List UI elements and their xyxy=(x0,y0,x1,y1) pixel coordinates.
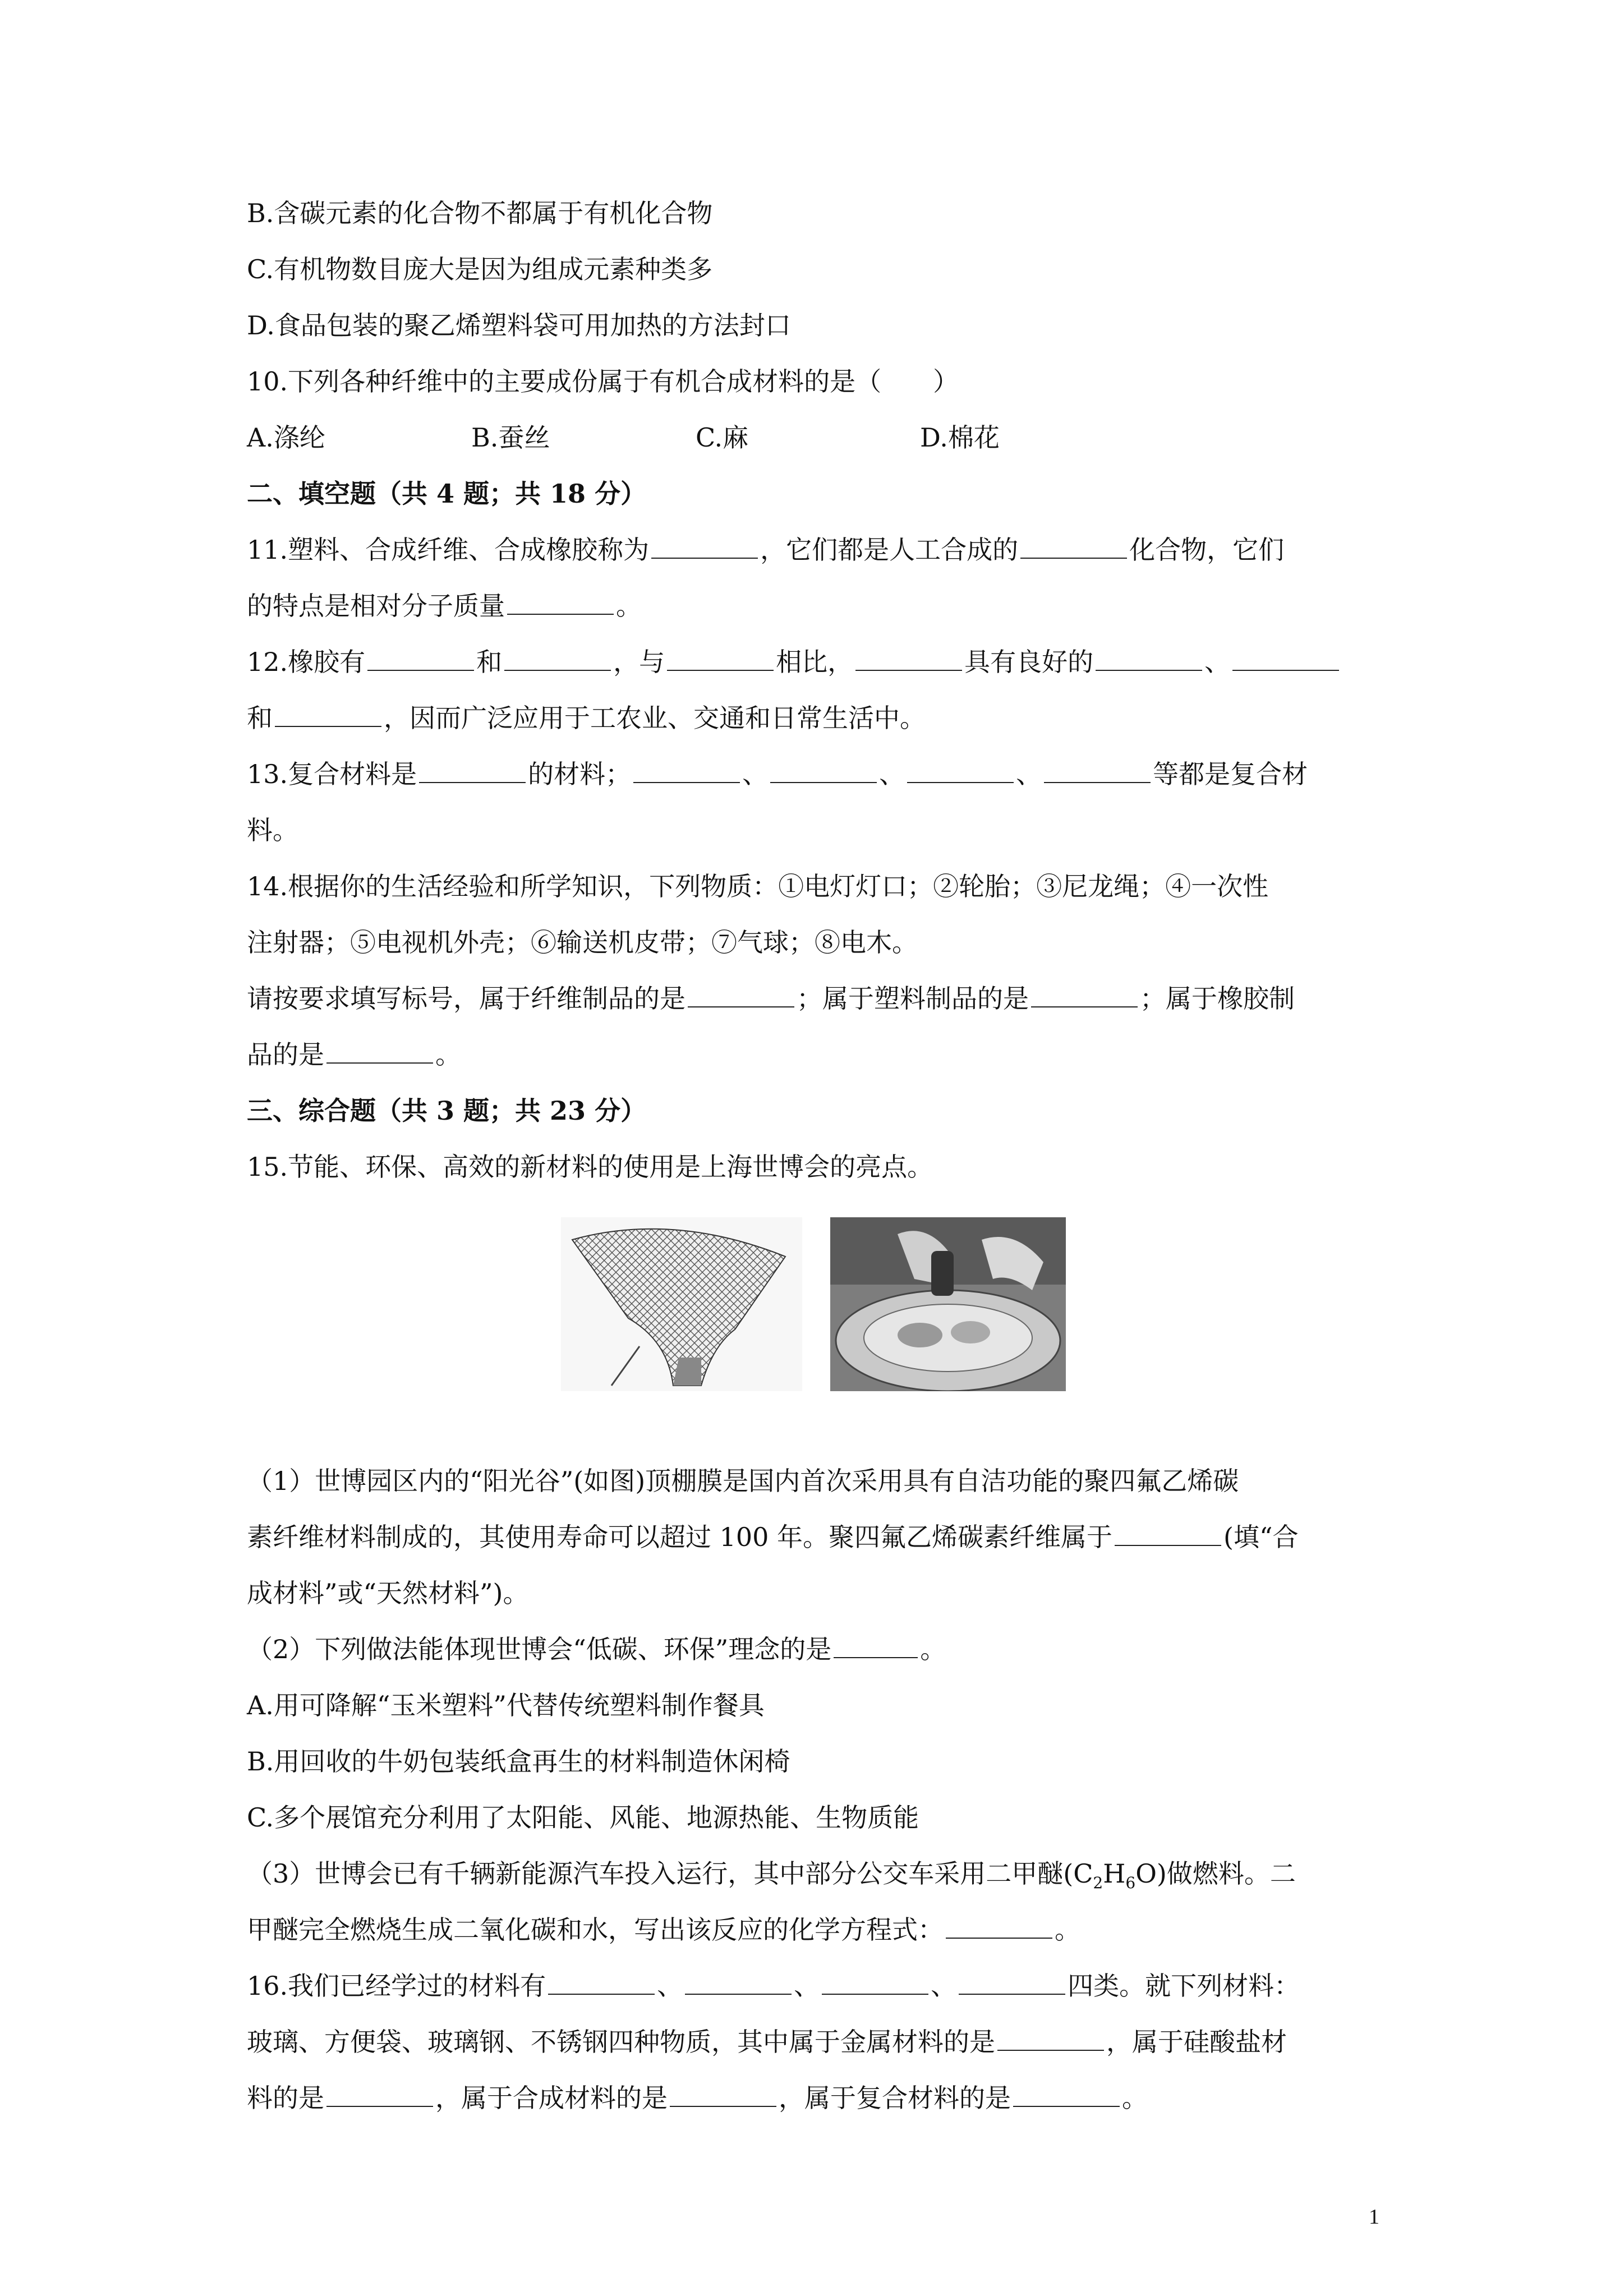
answer-blank[interactable] xyxy=(855,647,962,671)
section-2-title: 二、填空题（共 4 题；共 18 分） xyxy=(247,478,647,509)
q9-option-c: C.有机物数目庞大是因为组成元素种类多 xyxy=(247,254,713,284)
answer-blank[interactable] xyxy=(1115,1522,1221,1546)
answer-blank[interactable] xyxy=(651,535,758,559)
answer-blank[interactable] xyxy=(275,703,381,727)
q14-line-4: 品的是 。 xyxy=(247,1039,461,1070)
answer-blank[interactable] xyxy=(834,1635,918,1658)
q15-option-a: A.用可降解“玉米塑料”代替传统塑料制作餐具 xyxy=(247,1690,765,1720)
page-number: 1 xyxy=(1369,2205,1379,2229)
answer-blank[interactable] xyxy=(1044,760,1151,783)
answer-blank[interactable] xyxy=(1020,535,1127,559)
q10-options xyxy=(247,409,1391,466)
answer-blank[interactable] xyxy=(822,1971,928,1995)
q13-line-1: 13.复合材料是 的材料； 、 、 、 等都是复合材 xyxy=(247,759,1308,789)
answer-blank[interactable] xyxy=(504,647,611,671)
q14-line-2: 注射器；⑤电视机外壳；⑥输送机皮带；⑦气球；⑧电木。 xyxy=(247,927,918,958)
q13-line-2: 料。 xyxy=(247,815,298,845)
q9-option-d: D.食品包装的聚乙烯塑料袋可用加热的方法封口 xyxy=(247,310,791,341)
q10-option-c: C.麻 xyxy=(696,422,749,453)
answer-blank[interactable] xyxy=(1013,2083,1120,2107)
q11-line-1: 11.塑料、合成纤维、合成橡胶称为 ，它们都是人工合成的 化合物，它们 xyxy=(247,535,1285,565)
answer-blank[interactable] xyxy=(946,1915,1052,1939)
q15-stem: 15.节能、环保、高效的新材料的使用是上海世博会的亮点。 xyxy=(247,1152,933,1182)
q11-line-2: 的特点是相对分子质量 。 xyxy=(247,591,642,621)
q10-option-b: B.蚕丝 xyxy=(471,422,550,453)
answer-blank[interactable] xyxy=(419,760,526,783)
answer-blank[interactable] xyxy=(997,2027,1104,2051)
q15-part-3-line-1: （3）世博会已有千辆新能源汽车投入运行，其中部分公交车采用二甲醚$(C_2H_6O)$做燃料。二 xyxy=(247,1858,1296,1893)
q12-line-1: 12.橡胶有 和 ，与 相比， 具有良好的 、 xyxy=(247,634,1391,690)
q15-part-3-line-2: 甲醚完全燃烧生成二氧化碳和水，写出该反应的化学方程式： 。 xyxy=(247,1915,1080,1945)
q16-line-1: 16.我们已经学过的材料有 、 、 、 四类。就下列材料： xyxy=(247,1971,1300,2001)
answer-blank[interactable] xyxy=(1096,647,1202,671)
q16-line-2: 玻璃、方便袋、玻璃钢、不锈钢四种物质，其中属于金属材料的是 ，属于硅酸盐材 xyxy=(247,2027,1287,2057)
answer-blank[interactable] xyxy=(633,760,740,783)
answer-blank[interactable] xyxy=(1031,984,1138,1007)
q14-line-3: 请按要求填写标号，属于纤维制品的是 ；属于塑料制品的是 ；属于橡胶制 xyxy=(247,983,1295,1014)
q15-part-1-line-2: 素纤维材料制成的，其使用寿命可以超过 100 年。聚四氟乙烯碳素纤维属于 (填“合 xyxy=(247,1522,1299,1552)
q15-option-c: C.多个展馆充分利用了太阳能、风能、地源热能、生物质能 xyxy=(247,1802,919,1833)
answer-blank[interactable] xyxy=(688,984,794,1007)
answer-blank[interactable] xyxy=(667,647,774,671)
q14-line-1: 14.根据你的生活经验和所学知识，下列物质：①电灯灯口；②轮胎；③尼龙绳；④一次性 xyxy=(247,871,1269,901)
answer-blank[interactable] xyxy=(507,591,614,615)
q15-part-2: （2）下列做法能体现世博会“低碳、环保”理念的是 。 xyxy=(247,1634,946,1664)
answer-blank[interactable] xyxy=(326,1040,433,1064)
q10-stem: 10.下列各种纤维中的主要成份属于有机合成材料的是（ ） xyxy=(247,366,959,397)
answer-blank[interactable] xyxy=(770,760,877,783)
answer-blank[interactable] xyxy=(907,760,1014,783)
q12-line-2: 和 ，因而广泛应用于工农业、交通和日常生活中。 xyxy=(247,703,926,733)
section-3-title: 三、综合题（共 3 题；共 23 分） xyxy=(247,1096,647,1126)
q15-part-1-line-3: 成材料”或“天然材料”)。 xyxy=(247,1578,529,1608)
sun-valley-photo xyxy=(561,1217,802,1391)
answer-blank[interactable] xyxy=(1232,647,1339,671)
q15-option-b: B.用回收的牛奶包装纸盒再生的材料制造休闲椅 xyxy=(247,1746,790,1777)
q15-part-1-line-1: （1）世博园区内的“阳光谷”(如图)顶棚膜是国内首次采用具有自洁功能的聚四氟乙烯碳 xyxy=(247,1466,1239,1496)
answer-blank[interactable] xyxy=(548,1971,655,1995)
q15-figure xyxy=(247,1217,1391,1442)
q16-line-3: 料的是 ，属于合成材料的是 ，属于复合材料的是 。 xyxy=(247,2083,1148,2113)
q9-option-b: B.含碳元素的化合物不都属于有机化合物 xyxy=(247,198,713,228)
answer-blank[interactable] xyxy=(959,1971,1065,1995)
q10-option-a: A.涤纶 xyxy=(247,422,325,453)
answer-blank[interactable] xyxy=(326,2083,433,2107)
answer-blank[interactable] xyxy=(670,2083,776,2107)
worksheet-page xyxy=(247,185,1391,2126)
q10-option-d: D.棉花 xyxy=(920,422,1000,453)
answer-blank[interactable] xyxy=(685,1971,792,1995)
mesh-plate-photo xyxy=(830,1217,1066,1391)
answer-blank[interactable] xyxy=(367,647,474,671)
